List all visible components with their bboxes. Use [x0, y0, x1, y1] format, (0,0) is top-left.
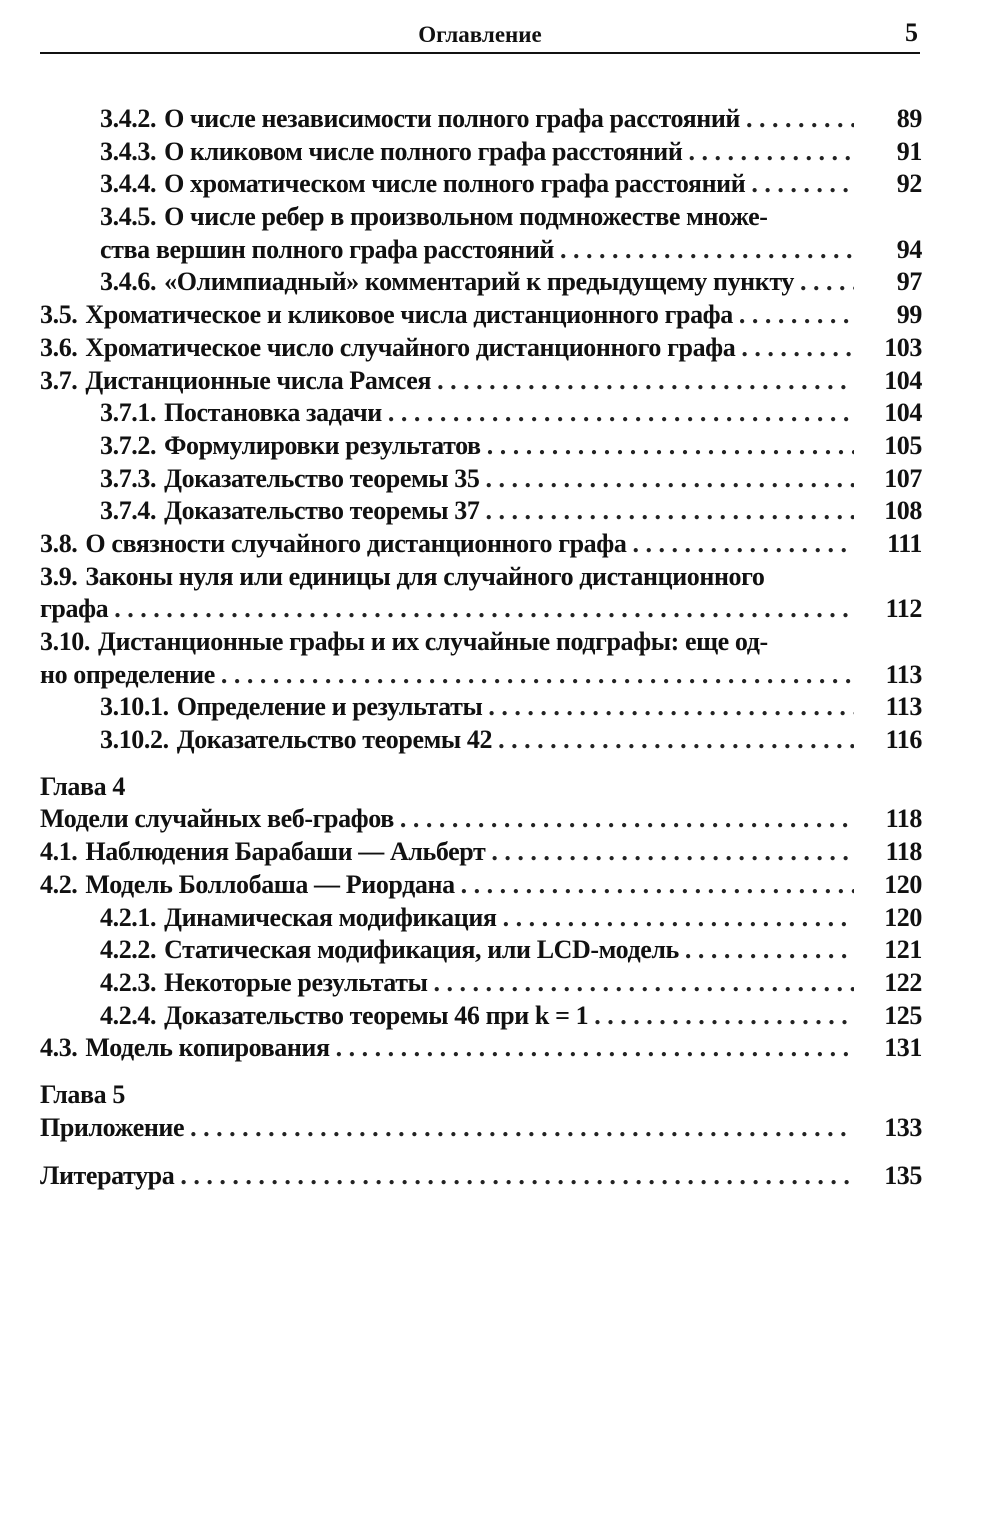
- toc-entry-title: Модели случайных веб-графов: [40, 804, 394, 834]
- toc-entry-title: Дистанционные числа Рамсея: [85, 365, 432, 395]
- toc-page: 113: [885, 692, 922, 722]
- toc-entry[interactable]: 3.10.1. Определение и результаты . . . 113: [40, 692, 922, 725]
- chapter-entry[interactable]: [40, 804, 922, 837]
- toc-entry-title: ства вершин полного графа расстояний: [100, 234, 555, 264]
- toc-entry-title: Модель копирования: [85, 1033, 330, 1063]
- toc-page: 125: [884, 1000, 922, 1030]
- chapter-entry[interactable]: [40, 1113, 922, 1146]
- toc-entry-title: Статическая модификация, или LCD-модель: [164, 935, 679, 965]
- toc-entry-title: О связности случайного дистанционного графа: [85, 528, 627, 558]
- toc-entry-title: Литература: [40, 1161, 175, 1191]
- toc-entry-title: но определение: [40, 659, 215, 689]
- table-of-contents: [40, 104, 922, 1194]
- toc-entry-title: Наблюдения Барабаши — Альберт: [85, 837, 486, 867]
- toc-entry[interactable]: 3.4.2. О числе независимости полного графа расстояний . . . 89: [40, 104, 922, 137]
- toc-entry[interactable]: 4.2. Модель Боллобаша — Риордана . . . 120: [40, 870, 922, 903]
- toc-page: 92: [896, 169, 922, 199]
- toc-entry[interactable]: 4.2.4. Доказательство теоремы 46 при k = 1 . . . 125: [40, 1001, 922, 1034]
- toc-entry-title: Доказательство теоремы 35: [164, 463, 480, 493]
- toc-entry[interactable]: 3.7.4. Доказательство теоремы 37 . . . 108: [40, 496, 922, 529]
- toc-entry[interactable]: 3.4.6. «Олимпиадный» комментарий к предыдущему пункту . . . 97: [40, 267, 922, 300]
- toc-entry-title: Модель Боллобаша — Риордана: [85, 869, 455, 899]
- toc-entry-title: Доказательство теоремы 46 при k = 1: [164, 1000, 589, 1030]
- toc-entry-first-line[interactable]: 3.9. Законы нуля или единицы для случайного дистанционного: [40, 561, 765, 591]
- toc-entry-title: Некоторые результаты: [164, 967, 428, 997]
- toc-page: 135: [884, 1161, 922, 1191]
- toc-page: 118: [885, 804, 922, 834]
- toc-page: 91: [896, 136, 922, 166]
- toc-entry[interactable]: 4.2.1. Динамическая модификация . . . 120: [40, 903, 922, 936]
- toc-entry-title: О кликовом числе полного графа расстояний: [164, 136, 683, 166]
- toc-page: 111: [887, 528, 922, 558]
- toc-page: 122: [884, 967, 922, 997]
- toc-page: 120: [884, 902, 922, 932]
- toc-page: 131: [884, 1033, 922, 1063]
- toc-entry[interactable]: [40, 594, 922, 627]
- chapter-label: Глава 5: [40, 1079, 125, 1109]
- toc-page: 103: [884, 332, 922, 362]
- toc-entry-title: графа: [40, 594, 109, 624]
- toc-entry-title: Хроматическое и кликовое числа дистанционного графа: [85, 300, 733, 330]
- toc-entry[interactable]: 4.1. Наблюдения Барабаши — Альберт . . . 118: [40, 837, 922, 870]
- toc-entry[interactable]: 3.4.3. О кликовом числе полного графа расстояний . . . 91: [40, 137, 922, 170]
- toc-entry-title: Хроматическое число случайного дистанционного графа: [85, 332, 736, 362]
- toc-entry[interactable]: 3.7.3. Доказательство теоремы 35 . . . 107: [40, 464, 922, 497]
- toc-entry[interactable]: 3.7. Дистанционные числа Рамсея . . . 104: [40, 366, 922, 399]
- toc-entry[interactable]: 4.2.2. Статическая модификация, или LCD-модель . . . 121: [40, 935, 922, 968]
- toc-entry[interactable]: 3.7.1. Постановка задачи . . . 104: [40, 398, 922, 431]
- header-title: Оглавление: [418, 22, 542, 47]
- toc-entry-title: Доказательство теоремы 42: [176, 725, 493, 755]
- toc-page: 121: [884, 935, 922, 965]
- header-page-number: 5: [905, 18, 918, 47]
- toc-page: 133: [884, 1112, 922, 1142]
- toc-page: 99: [896, 300, 922, 330]
- toc-page: 105: [884, 430, 922, 460]
- toc-page: 107: [884, 463, 922, 493]
- toc-page: 104: [884, 398, 922, 428]
- running-header: [40, 14, 920, 54]
- toc-entry[interactable]: 3.5. Хроматическое и кликовое числа дистанционного графа . . . 99: [40, 300, 922, 333]
- toc-page: 116: [885, 725, 922, 755]
- toc-entry[interactable]: 4.2.3. Некоторые результаты . . . 122: [40, 968, 922, 1001]
- toc-entry-first-line[interactable]: 3.10. Дистанционные графы и их случайные подграфы: еще од-: [40, 627, 768, 656]
- toc-entry-title: Определение и результаты: [176, 692, 483, 722]
- toc-entry[interactable]: 3.10.2. Доказательство теоремы 42 . . . 116: [40, 725, 922, 758]
- toc-page: 89: [896, 104, 922, 133]
- toc-entry-title: Постановка задачи: [164, 398, 382, 428]
- toc-entry[interactable]: 3.8. О связности случайного дистанционного графа . . . 111: [40, 529, 922, 562]
- toc-page: 118: [885, 837, 922, 867]
- toc-entry-title: О хроматическом числе полного графа расстояний: [164, 169, 746, 199]
- toc-entry-title: Доказательство теоремы 37: [164, 496, 480, 526]
- toc-entry-title: О числе независимости полного графа расстояний: [164, 104, 741, 133]
- toc-entry[interactable]: 4.3. Модель копирования . . . 131: [40, 1033, 922, 1066]
- toc-entry[interactable]: 3.7.2. Формулировки результатов . . . 105: [40, 431, 922, 464]
- toc-entry[interactable]: [40, 235, 922, 268]
- toc-page: 120: [884, 869, 922, 899]
- toc-page: 112: [885, 594, 922, 624]
- toc-entry-title: Приложение: [40, 1112, 185, 1142]
- toc-page: 104: [884, 365, 922, 395]
- toc-page: 113: [885, 659, 922, 689]
- chapter-label: Глава 4: [40, 771, 125, 801]
- bibliography-entry[interactable]: [40, 1161, 922, 1194]
- toc-page: 94: [896, 234, 922, 264]
- toc-entry[interactable]: [40, 660, 922, 693]
- toc-entry-title: «Олимпиадный» комментарий к предыдущему пункту: [164, 267, 794, 297]
- toc-entry[interactable]: 3.4.4. О хроматическом числе полного графа расстояний . . . 92: [40, 169, 922, 202]
- toc-page: 108: [884, 496, 922, 526]
- toc-entry[interactable]: 3.6. Хроматическое число случайного дистанционного графа . . . 103: [40, 333, 922, 366]
- toc-page: 97: [896, 267, 922, 297]
- toc-entry-title: Формулировки результатов: [164, 430, 481, 460]
- toc-entry-first-line[interactable]: 3.4.5. О числе ребер в произвольном подмножестве множе-: [100, 202, 768, 232]
- toc-entry-title: Динамическая модификация: [164, 902, 497, 932]
